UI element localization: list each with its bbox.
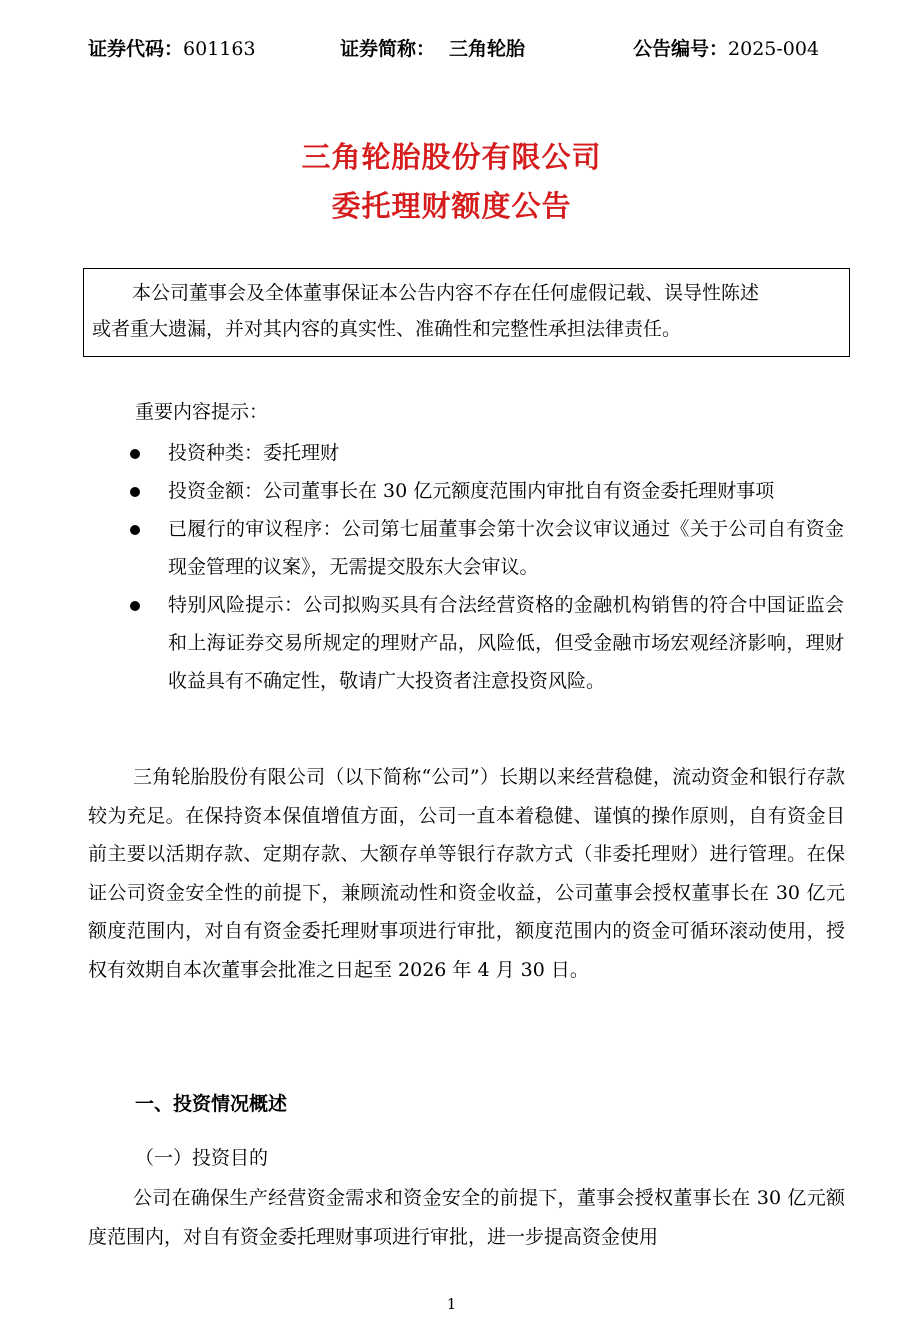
highlight-text: 特别风险提示：公司拟购买具有合法经营资格的金融机构销售的符合中国证监会和上海证券交易所规定的理财产品，风险低，但受金融市场宏观经济影响，理财收益具有不确定性，敬请广大投资者注意投资风险。 [168, 594, 844, 692]
intro-paragraph: 三角轮胎股份有限公司（以下简称“公司”）长期以来经营稳健，流动资金和银行存款较为充足。在保持资本保值增值方面，公司一直本着稳健、谨慎的操作原则，自有资金目前主要以活期存款、定期存款、大额存单等银行存款方式（非委托理财）进行管理。在保证公司资金安全性的前提下，兼顾流动性和资金收益，公司董事会授权董事长在 30 亿元额度范围内，对自有资金委托理财事项进行审批，额度范围内的资金可循环滚动使用，授权有效期自本次董事会批准之日起至 2026 年 4 月 30 日。 [88, 766, 845, 981]
notice-number-value: 2025-004 [728, 38, 820, 60]
section-heading: 一、投资情况概述 [135, 1093, 288, 1115]
subsection-paragraph: 公司在确保生产经营资金需求和资金安全的前提下，董事会授权董事长在 30 亿元额度范围内，对自有资金委托理财事项进行审批，进一步提高资金使用 [88, 1187, 845, 1248]
list-item [130, 472, 844, 510]
bullet-dot-icon [130, 487, 140, 497]
stock-short-name-value: 三角轮胎 [449, 38, 526, 60]
highlights-label: 重要内容提示： [135, 401, 269, 423]
stock-code-label: 证券代码： [88, 38, 184, 60]
list-item [130, 434, 844, 472]
disclaimer-line-1: 本公司董事会及全体董事保证本公告内容不存在任何虚假记载、误导性陈述 [132, 282, 760, 304]
page-number: 1 [446, 1295, 457, 1313]
highlights-list [130, 434, 844, 700]
disclaimer-box [83, 268, 850, 357]
notice-number [633, 34, 819, 61]
notice-number-label: 公告编号： [633, 38, 729, 60]
stock-short-name [340, 34, 525, 61]
company-title: 三角轮胎股份有限公司 [301, 140, 602, 174]
highlight-text: 已履行的审议程序：公司第七届董事会第十次会议审议通过《关于公司自有资金现金管理的议案》，无需提交股东大会审议。 [168, 518, 844, 578]
document-header [0, 30, 903, 64]
list-item [130, 510, 844, 586]
stock-code [88, 34, 256, 61]
highlight-text: 投资种类：委托理财 [168, 442, 340, 464]
disclaimer-line-2: 或者重大遗漏，并对其内容的真实性、准确性和完整性承担法律责任。 [92, 318, 682, 340]
stock-short-name-label: 证券简称： [340, 38, 436, 60]
list-item [130, 586, 844, 700]
stock-code-value: 601163 [183, 38, 256, 60]
bullet-dot-icon [130, 449, 140, 459]
subsection-heading: （一）投资目的 [135, 1147, 269, 1169]
highlight-text: 投资金额：公司董事长在 30 亿元额度范围内审批自有资金委托理财事项 [168, 480, 775, 502]
notice-title: 委托理财额度公告 [331, 189, 572, 223]
bullet-dot-icon [130, 601, 140, 611]
bullet-dot-icon [130, 525, 140, 535]
